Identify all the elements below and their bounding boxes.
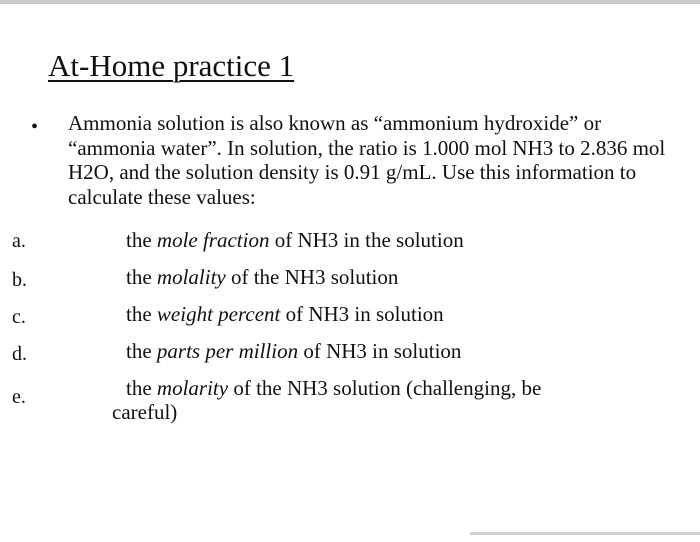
item-a: the mole fraction of NH3 in the solution xyxy=(126,228,464,252)
item-a-emphasis: mole fraction xyxy=(156,228,270,252)
top-border xyxy=(0,0,700,4)
item-letter-d: d. xyxy=(12,343,27,365)
item-e-continuation: careful) xyxy=(112,400,178,424)
item-c: the weight percent of NH3 in solution xyxy=(126,302,444,326)
page-title: At-Home practice 1 xyxy=(48,48,295,83)
item-e: the molarity of the NH3 solution (challenging, be careful) xyxy=(126,376,626,424)
item-letter-a: a. xyxy=(12,230,26,252)
item-d-emphasis: parts per million xyxy=(156,339,299,363)
item-letter-c: c. xyxy=(12,306,26,328)
item-d: the parts per million of NH3 in solution xyxy=(126,339,462,363)
item-letter-b: b. xyxy=(12,269,27,291)
intro-paragraph: Ammonia solution is also known as “ammonium hydroxide” or “ammonia water”. In solution, the ratio is 1.000 mol NH3 to 2.836 mol H2O, and the solution density is 0.91 g/mL. Use this information to calculate these values: xyxy=(68,111,666,209)
item-e-emphasis: molarity xyxy=(156,376,229,400)
item-c-emphasis: weight percent xyxy=(156,302,281,326)
item-b-emphasis: molality xyxy=(156,265,226,289)
bottom-edge-line xyxy=(470,532,700,535)
item-b: the molality of the NH3 solution xyxy=(126,265,399,289)
bullet-marker: • xyxy=(31,116,39,138)
item-letter-e: e. xyxy=(12,386,26,408)
